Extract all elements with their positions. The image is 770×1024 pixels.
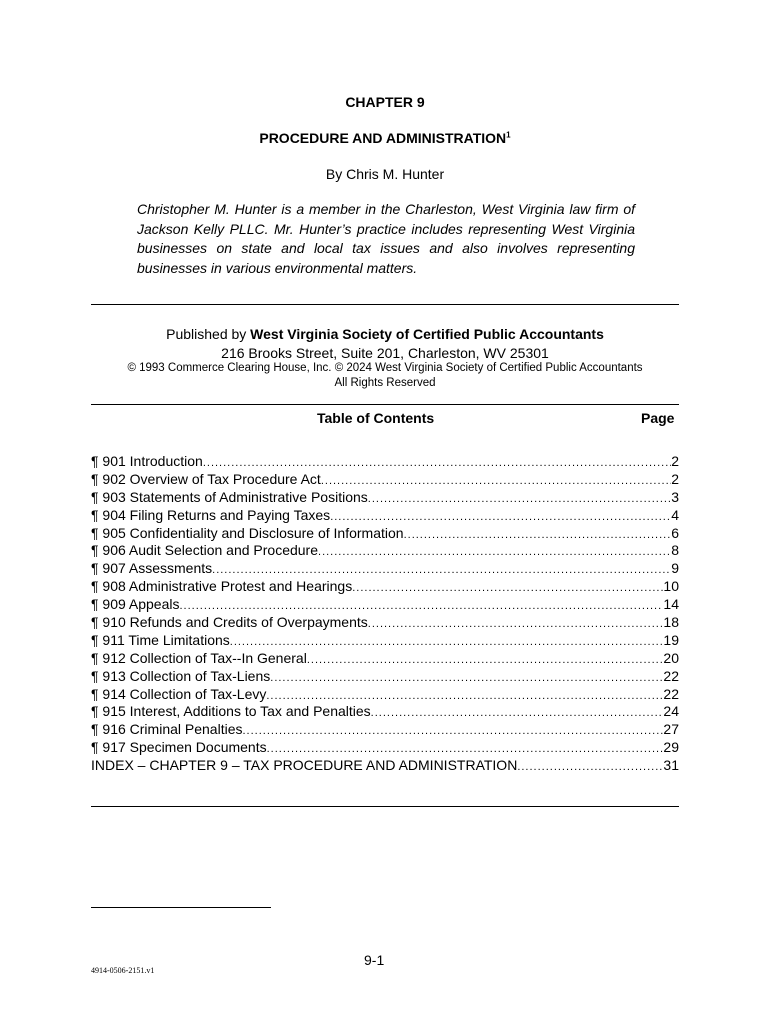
dot-leader [318,544,671,562]
footnote-separator [91,907,271,908]
toc-entry[interactable] [91,721,679,739]
toc-entry-title: ¶ 917 Specimen Documents [91,739,267,756]
toc-entry-page: 9 [671,560,679,577]
toc-entry-page: 6 [671,524,679,541]
toc-entry-page: 8 [671,542,679,559]
toc-entry-page: 3 [671,488,679,505]
toc-entry-page: 31 [663,757,679,774]
toc-entry[interactable] [91,596,679,614]
toc-entry-title: ¶ 903 Statements of Administrative Positions [91,488,368,505]
toc-entry-page: 2 [671,470,679,487]
toc-entry-page: 4 [671,506,679,523]
toc-page-heading: Page [641,410,675,426]
toc-entry[interactable] [91,507,679,525]
dot-leader [242,723,663,741]
toc-entry-title: ¶ 901 Introduction [91,453,203,469]
toc-entry-title: ¶ 911 Time Limitations [91,631,230,648]
toc-entry[interactable] [91,650,679,668]
toc-entry-title: ¶ 916 Criminal Penalties [91,721,243,738]
divider [91,404,679,405]
dot-leader [404,527,672,545]
author-line: By Chris M. Hunter [325,166,445,182]
toc-entry[interactable] [91,614,679,632]
dot-leader [368,491,671,509]
chapter-heading: CHAPTER 9 [345,94,425,110]
publisher-address: 216 Brooks Street, Suite 201, Charleston, WV 25301 [221,345,549,361]
toc-entry-page: 20 [663,649,679,666]
toc-entry[interactable] [91,560,679,578]
publisher-prefix: Published by [166,326,251,342]
publisher-line [90,326,680,342]
dot-leader [368,616,664,634]
toc-heading: Table of Contents [317,410,435,426]
page-number: 9-1 [364,952,385,968]
toc-entry-title: ¶ 910 Refunds and Credits of Overpayments [91,614,368,631]
dot-leader [270,670,663,688]
dot-leader [321,473,671,491]
publisher-name: West Virginia Society of Certified Public Accountants [250,326,604,342]
toc-entry-page: 22 [663,667,679,684]
toc-entry[interactable] [91,757,679,775]
toc-entry[interactable] [91,703,679,721]
toc-entry-page: 29 [663,739,679,756]
toc-entry[interactable] [91,471,679,489]
toc-entry[interactable] [91,525,679,543]
toc-entry-page: 24 [663,703,679,720]
toc-entry[interactable] [91,739,679,757]
toc-entry-title: ¶ 915 Interest, Additions to Tax and Penalties [91,703,371,720]
toc-entry-title: ¶ 906 Audit Selection and Procedure [91,542,319,559]
toc-entry[interactable] [91,686,679,704]
dot-leader [371,705,664,723]
toc-entry-title: ¶ 902 Overview of Tax Procedure Act [91,470,321,487]
toc-entry-page: 2 [671,453,679,469]
toc-entry-page: 14 [663,596,679,613]
toc-entry-page: 18 [663,614,679,631]
toc-entry[interactable] [91,668,679,686]
toc-entry-title: INDEX – CHAPTER 9 – TAX PROCEDURE AND ADMINISTRATION [91,757,518,774]
toc-entry-page: 10 [663,578,679,595]
copyright-notice: © 1993 Commerce Clearing House, Inc. © 2024 West Virginia Society of Certified Public Accountants [127,362,643,374]
toc-entry-title: ¶ 904 Filing Returns and Paying Taxes [91,506,331,523]
toc-entry-page: 27 [663,721,679,738]
toc-entry-title: ¶ 907 Assessments [91,560,213,577]
toc-entry[interactable] [91,542,679,560]
toc-entry-title: ¶ 914 Collection of Tax-Levy [91,685,267,702]
dot-leader [307,652,664,670]
toc-entry[interactable] [91,453,679,471]
dot-leader [352,580,663,598]
footnote-mark[interactable]: 1 [506,130,511,140]
author-bio: Christopher M. Hunter is a member in the Charleston, West Virginia law firm of Jackson Kelly PLLC. Mr. Hunter’s practice includes representing West Virginia businesses on state and local tax issues and also involves representing businesses in various environmental matters. [137,201,635,276]
toc-entry[interactable] [91,578,679,596]
toc-entry-title: ¶ 912 Collection of Tax--In General [91,649,307,666]
toc-entry-page: 19 [663,631,679,648]
toc-entry-title: ¶ 909 Appeals [91,596,180,613]
toc-entry-title: ¶ 905 Confidentiality and Disclosure of Information [91,524,404,541]
toc-entry-title: ¶ 913 Collection of Tax-Liens [91,667,271,684]
chapter-title-text: PROCEDURE AND ADMINISTRATION [259,130,507,146]
dot-leader [517,759,663,777]
divider [91,304,679,305]
document-id: 4914-0506-2151.v1 [91,966,155,975]
toc-entry[interactable] [91,489,679,507]
toc-entry-title: ¶ 908 Administrative Protest and Hearings [91,578,353,595]
rights-notice: All Rights Reserved [334,377,436,389]
toc-entry[interactable] [91,632,679,650]
chapter-title [90,130,680,146]
table-of-contents [91,453,679,775]
divider [91,806,679,807]
toc-entry-page: 22 [663,685,679,702]
